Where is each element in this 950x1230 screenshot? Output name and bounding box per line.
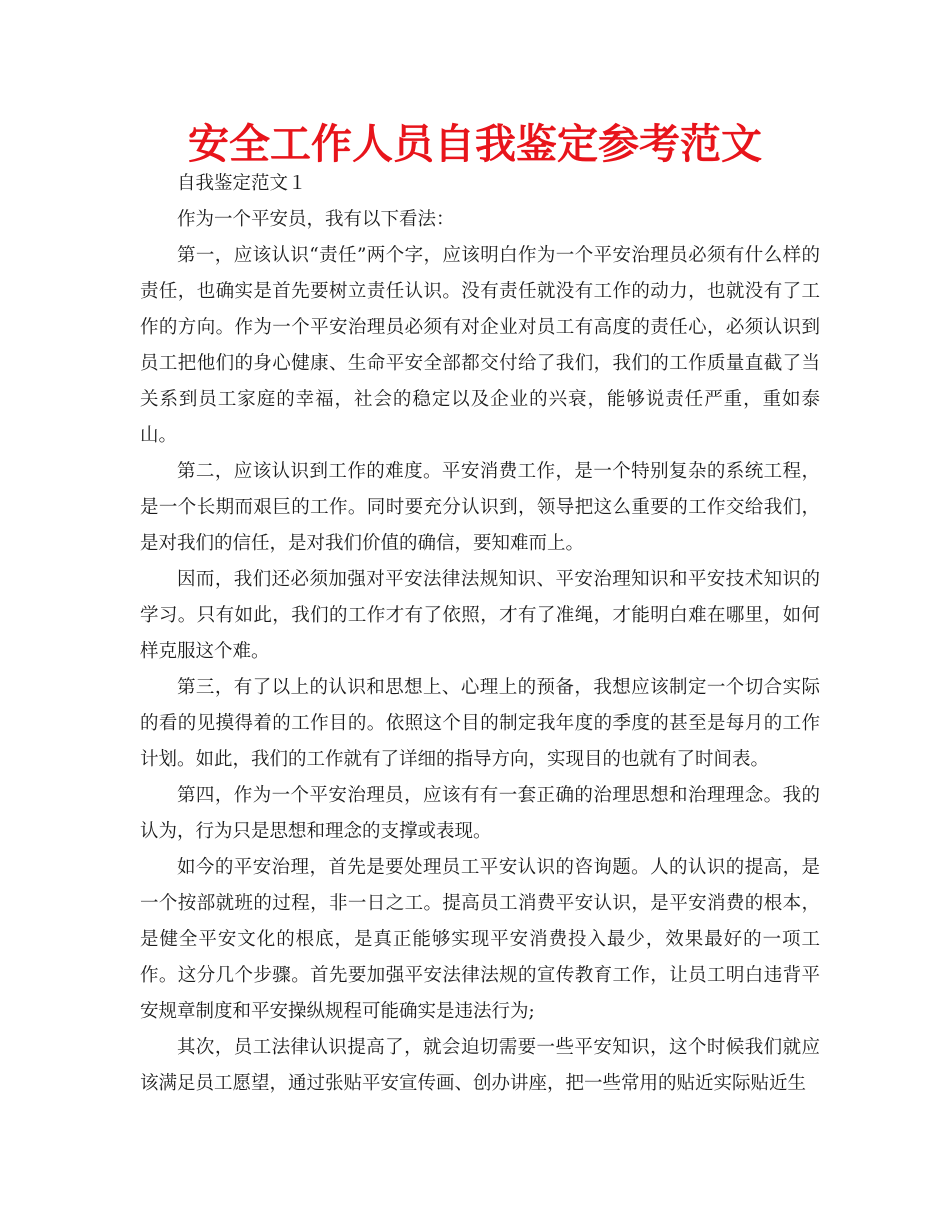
- paragraph: 第一，应该认识“责任”两个字，应该明白作为一个平安治理员必须有什么样的责任，也确实是首先要树立责任认识。没有责任就没有工作的动力，也就没有了工作的方向。作为一个平安治理员必须有对企业对员工有高度的责任心，必须认识到员工把他们的身心健康、生命平安全部都交付给了我们，我们的工作质量直截了当关系到员工家庭的幸福，社会的稳定以及企业的兴衰，能够说责任严重，重如泰山。: [140, 245, 820, 446]
- paragraph: 因而，我们还必须加强对平安法律法规知识、平安治理知识和平安技术知识的学习。只有如此，我们的工作才有了依照，才有了准绳，才能明白难在哪里，如何样克服这个难。: [140, 569, 820, 662]
- paragraph: 第三，有了以上的认识和思想上、心理上的预备，我想应该制定一个切合实际的看的见摸得着的工作目的。依照这个目的制定我年度的季度的甚至是每月的工作计划。如此，我们的工作就有了详细的指导方向，实现目的也就有了时间表。: [140, 677, 820, 770]
- document-body: [140, 166, 820, 1102]
- paragraph: 自我鉴定范文１: [177, 173, 307, 194]
- paragraph: 如今的平安治理，首先是要处理员工平安认识的咨询题。人的认识的提高，是一个按部就班的过程，非一日之工。提高员工消费平安认识，是平安消费的根本，是健全平安文化的根底，是真正能够实现平安消费投入最少，效果最好的一项工作。这分几个步骤。首先要加强平安法律法规的宣传教育工作，让员工明白违背平安规章制度和平安操纵规程可能确实是违法行为;: [140, 857, 820, 1022]
- paragraph: 第二，应该认识到工作的难度。平安消费工作，是一个特别复杂的系统工程，是一个长期而艰巨的工作。同时要充分认识到，领导把这么重要的工作交给我们，是对我们的信任，是对我们价值的确信，要知难而上。: [140, 461, 820, 554]
- paragraph: 第四，作为一个平安治理员，应该有有一套正确的治理思想和治理理念。我的认为，行为只是思想和理念的支撑或表现。: [140, 785, 820, 842]
- document-title: 安全工作人员自我鉴定参考范文: [188, 120, 762, 168]
- paragraph: 其次，员工法律认识提高了，就会迫切需要一些平安知识，这个时候我们就应该满足员工愿望，通过张贴平安宣传画、创办讲座，把一些常用的贴近实际贴近生: [140, 1037, 820, 1094]
- paragraph: 作为一个平安员，我有以下看法：: [177, 209, 455, 230]
